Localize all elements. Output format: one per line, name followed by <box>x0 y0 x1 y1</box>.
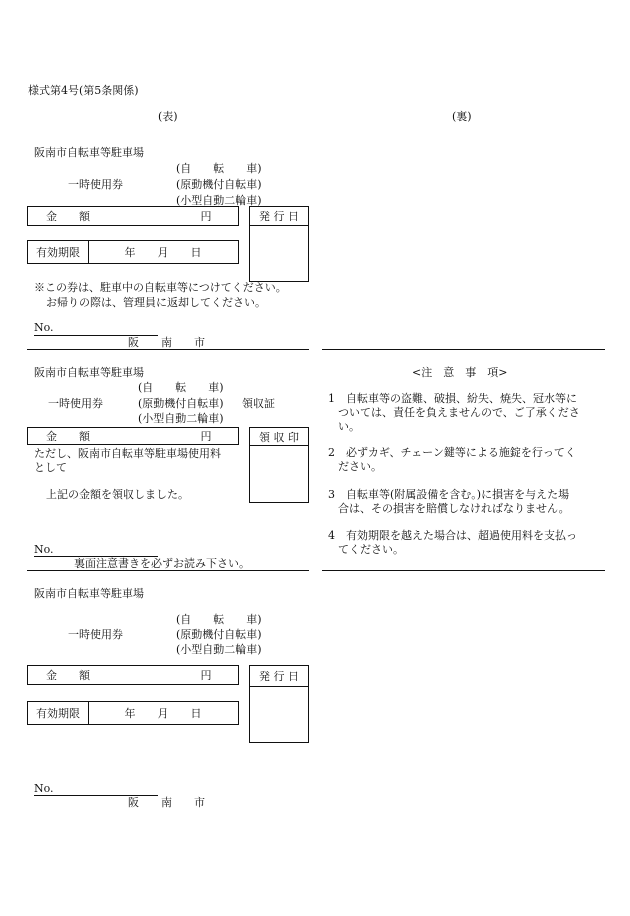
received-statement: 上記の金額を領収しました。 <box>46 488 189 501</box>
issue-date-label: 発 行 日 <box>259 670 299 683</box>
vehicle-type-small-motorcycle: (小型自動二輪車) <box>138 412 224 425</box>
vehicle-type-bicycle: (自 転 車) <box>176 162 262 175</box>
serial-no-label: No. <box>34 321 54 334</box>
validity-label: 有効期限 <box>36 707 80 720</box>
section-divider-left-1 <box>27 349 309 350</box>
yen-label: 円 <box>200 669 212 682</box>
notice-item-line: 合は、その損害を賠償しなければなりません。 <box>338 502 570 515</box>
proviso-line-2: として <box>34 461 67 474</box>
vehicle-type-small-motorcycle: (小型自動二輪車) <box>176 643 262 656</box>
notices-title: <注 意 事 項> <box>412 366 508 379</box>
validity-date: 年 月 日 <box>124 707 202 720</box>
facility-name: 阪南市自転車等駐車場 <box>34 366 144 379</box>
validity-box <box>27 701 239 725</box>
notice-item-line: 3 自転車等(附属設備を含む。)に損害を与えた場 <box>328 488 570 501</box>
section-divider-right-2 <box>322 570 605 571</box>
section-divider-right-1 <box>322 349 605 350</box>
receipt-stamp-label: 領 収 印 <box>259 430 299 444</box>
vehicle-type-bicycle: (自 転 車) <box>138 381 224 394</box>
receipt-stamp-divider <box>250 445 308 446</box>
facility-name: 阪南市自転車等駐車場 <box>34 587 144 600</box>
receipt-stamp-box <box>249 427 309 503</box>
vehicle-type-small-motorcycle: (小型自動二輪車) <box>176 194 262 207</box>
serial-no-label: No. <box>34 782 54 795</box>
serial-no-label: No. <box>34 543 54 556</box>
vehicle-type-moped: (原動機付自転車) <box>138 397 224 410</box>
notice-item-line: ついては、責任を負えませんので、ご了承くださ <box>338 406 580 419</box>
ticket-type: 一時使用券 <box>68 628 123 641</box>
issuer-city: 阪 南 市 <box>128 336 205 349</box>
notice-line-2: お帰りの際は、管理員に返却してください。 <box>46 296 266 309</box>
issue-date-label: 発 行 日 <box>259 210 299 223</box>
section-divider-left-2 <box>27 570 309 571</box>
issuer-city: 阪 南 市 <box>128 796 205 809</box>
amount-box <box>27 427 239 445</box>
receipt-word: 領収証 <box>242 397 275 410</box>
issue-date-box <box>249 206 309 282</box>
amount-label: 金 額 <box>46 669 90 682</box>
issue-date-divider <box>250 225 308 226</box>
validity-date: 年 月 日 <box>124 246 202 259</box>
ticket-type: 一時使用券 <box>48 397 103 410</box>
ticket-type: 一時使用券 <box>68 178 123 191</box>
yen-label: 円 <box>200 210 212 223</box>
notice-item-line: ださい。 <box>338 460 382 473</box>
validity-label: 有効期限 <box>36 246 80 259</box>
notice-line-1: ※この券は、駐車中の自転車等につけてください。 <box>34 281 287 294</box>
notice-item-line: 4 有効期限を越えた場合は、超過使用料を支払っ <box>328 529 577 542</box>
vehicle-type-moped: (原動機付自転車) <box>176 628 262 641</box>
notice-item-line: 1 自転車等の盗難、破損、紛失、焼失、冠水等に <box>328 392 577 405</box>
amount-label: 金 額 <box>46 430 90 443</box>
form-number: 様式第4号(第5条関係) <box>28 84 139 97</box>
notice-item-line: てください。 <box>338 543 404 556</box>
read-back-notice: 裏面注意書きを必ずお読み下さい。 <box>74 557 250 570</box>
amount-box <box>27 206 239 226</box>
facility-name: 阪南市自転車等駐車場 <box>34 146 144 159</box>
issue-date-box <box>249 665 309 743</box>
amount-label: 金 額 <box>46 210 90 223</box>
amount-box <box>27 665 239 685</box>
proviso-line-1: ただし、阪南市自転車等駐車場使用料 <box>34 447 221 460</box>
yen-label: 円 <box>200 430 212 443</box>
vehicle-type-bicycle: (自 転 車) <box>176 613 262 626</box>
vehicle-type-moped: (原動機付自転車) <box>176 178 262 191</box>
validity-box <box>27 240 239 264</box>
notice-item-line: い。 <box>338 420 360 433</box>
notice-item-line: 2 必ずカギ、チェーン鍵等による施錠を行ってく <box>328 446 576 459</box>
back-side-label: (裏) <box>452 110 472 123</box>
front-side-label: (表) <box>158 110 178 123</box>
issue-date-divider <box>250 686 308 687</box>
